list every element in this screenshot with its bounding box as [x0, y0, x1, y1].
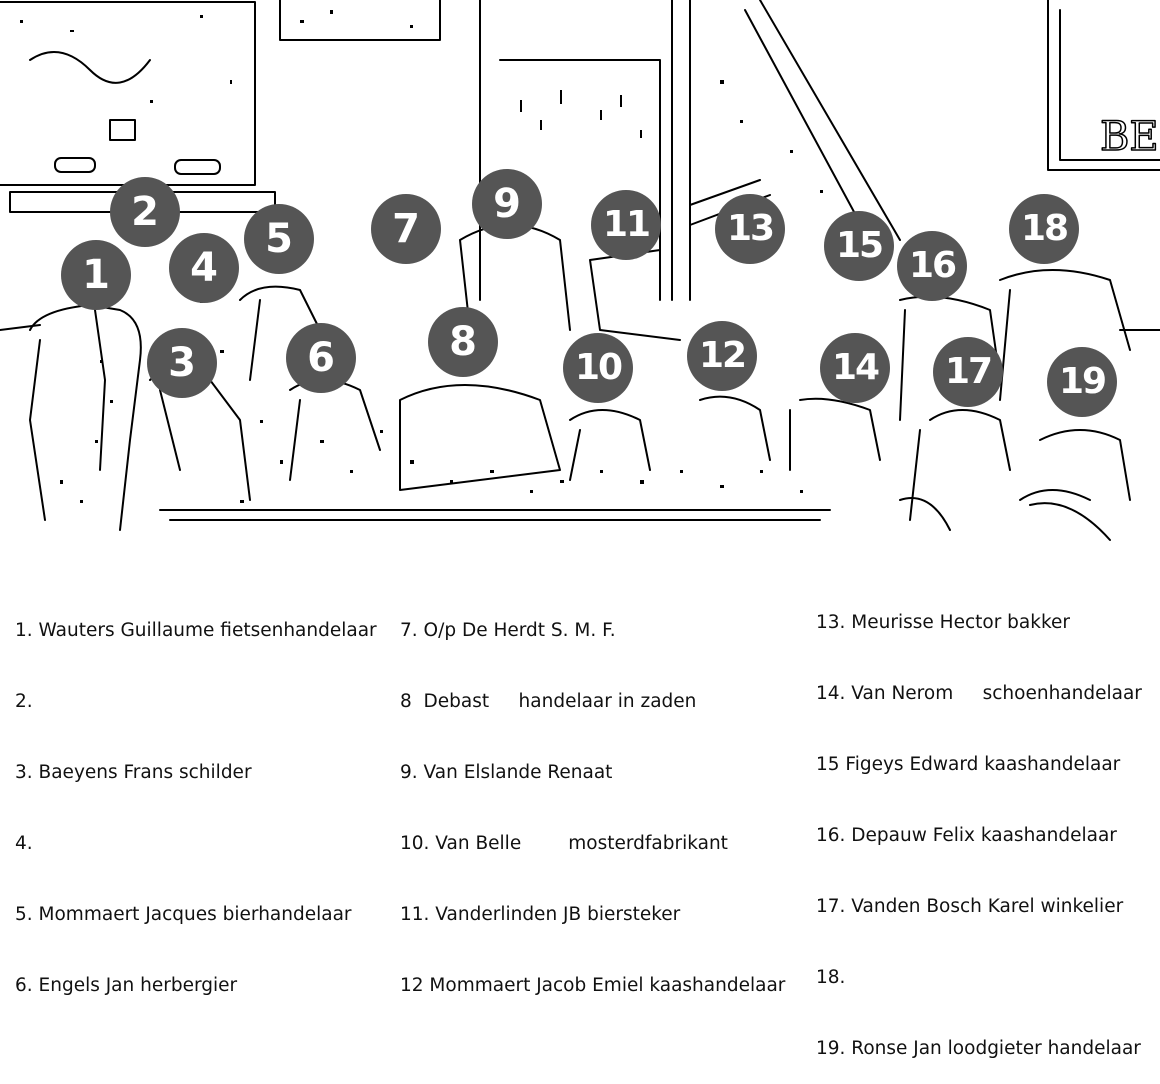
marker-number: 5: [265, 216, 293, 262]
legend-item: 18.: [816, 967, 846, 988]
marker-18: [1008, 193, 1080, 265]
marker-15: [823, 210, 895, 282]
legend-item: 5. Mommaert Jacques bierhandelaar: [15, 904, 352, 925]
marker-19: [1046, 346, 1118, 418]
legend-item: 2.: [15, 691, 33, 712]
marker-4: [168, 232, 240, 304]
legend-item: 13. Meurisse Hector bakker: [816, 612, 1071, 633]
legend-item: 11. Vanderlinden JB biersteker: [400, 904, 681, 925]
marker-1: [60, 239, 132, 311]
legend-item: 12 Mommaert Jacob Emiel kaashandelaar: [400, 975, 786, 996]
marker-7: [370, 193, 442, 265]
marker-number: 3: [168, 340, 196, 386]
marker-number: 19: [1058, 361, 1106, 402]
marker-number: 9: [493, 181, 521, 227]
marker-number: 14: [831, 347, 879, 388]
marker-13: [714, 193, 786, 265]
legend-item: 15 Figeys Edward kaashandelaar: [816, 754, 1121, 775]
marker-number: 13: [726, 208, 774, 249]
legend-column-1: [15, 574, 377, 1021]
marker-6: [285, 322, 357, 394]
marker-3: [146, 327, 218, 399]
legend-item: 8 Debast handelaar in zaden: [400, 691, 697, 712]
legend-item: 10. Van Belle mosterdfabrikant: [400, 833, 728, 854]
marker-8: [427, 306, 499, 378]
marker-number: 15: [835, 225, 883, 266]
legend-column-2: [400, 574, 785, 1021]
marker-number: 12: [698, 335, 746, 376]
marker-number: 11: [602, 204, 650, 245]
marker-5: [243, 203, 315, 275]
legend-item: 16. Depauw Felix kaashandelaar: [816, 825, 1117, 846]
legend-column-3: [816, 566, 1142, 1084]
marker-number: 17: [944, 351, 992, 392]
marker-number: 2: [131, 189, 159, 235]
marker-17: [932, 336, 1004, 408]
legend-item: 4.: [15, 833, 33, 854]
marker-number: 4: [190, 245, 218, 291]
marker-number: 8: [449, 319, 477, 365]
svg-text:BE: BE: [1100, 114, 1159, 160]
legend-item: 9. Van Elslande Renaat: [400, 762, 613, 783]
legend-item: 17. Vanden Bosch Karel winkelier: [816, 896, 1124, 917]
marker-number: 6: [307, 335, 335, 381]
marker-11: [590, 189, 662, 261]
legend-item: 6. Engels Jan herbergier: [15, 975, 238, 996]
legend-item: 7. O/p De Herdt S. M. F.: [400, 620, 616, 641]
marker-number: 18: [1020, 208, 1068, 249]
legend-item: 14. Van Nerom schoenhandelaar: [816, 683, 1142, 704]
marker-9: [471, 168, 543, 240]
marker-14: [819, 332, 891, 404]
marker-number: 10: [574, 347, 622, 388]
marker-12: [686, 320, 758, 392]
marker-number: 1: [82, 252, 110, 298]
legend-item: 19. Ronse Jan loodgieter handelaar: [816, 1038, 1141, 1059]
marker-number: 7: [392, 206, 420, 252]
marker-10: [562, 332, 634, 404]
marker-number: 16: [908, 245, 956, 286]
legend-item: 3. Baeyens Frans schilder: [15, 762, 252, 783]
marker-16: [896, 230, 968, 302]
legend-item: 1. Wauters Guillaume fietsenhandelaar: [15, 620, 377, 641]
